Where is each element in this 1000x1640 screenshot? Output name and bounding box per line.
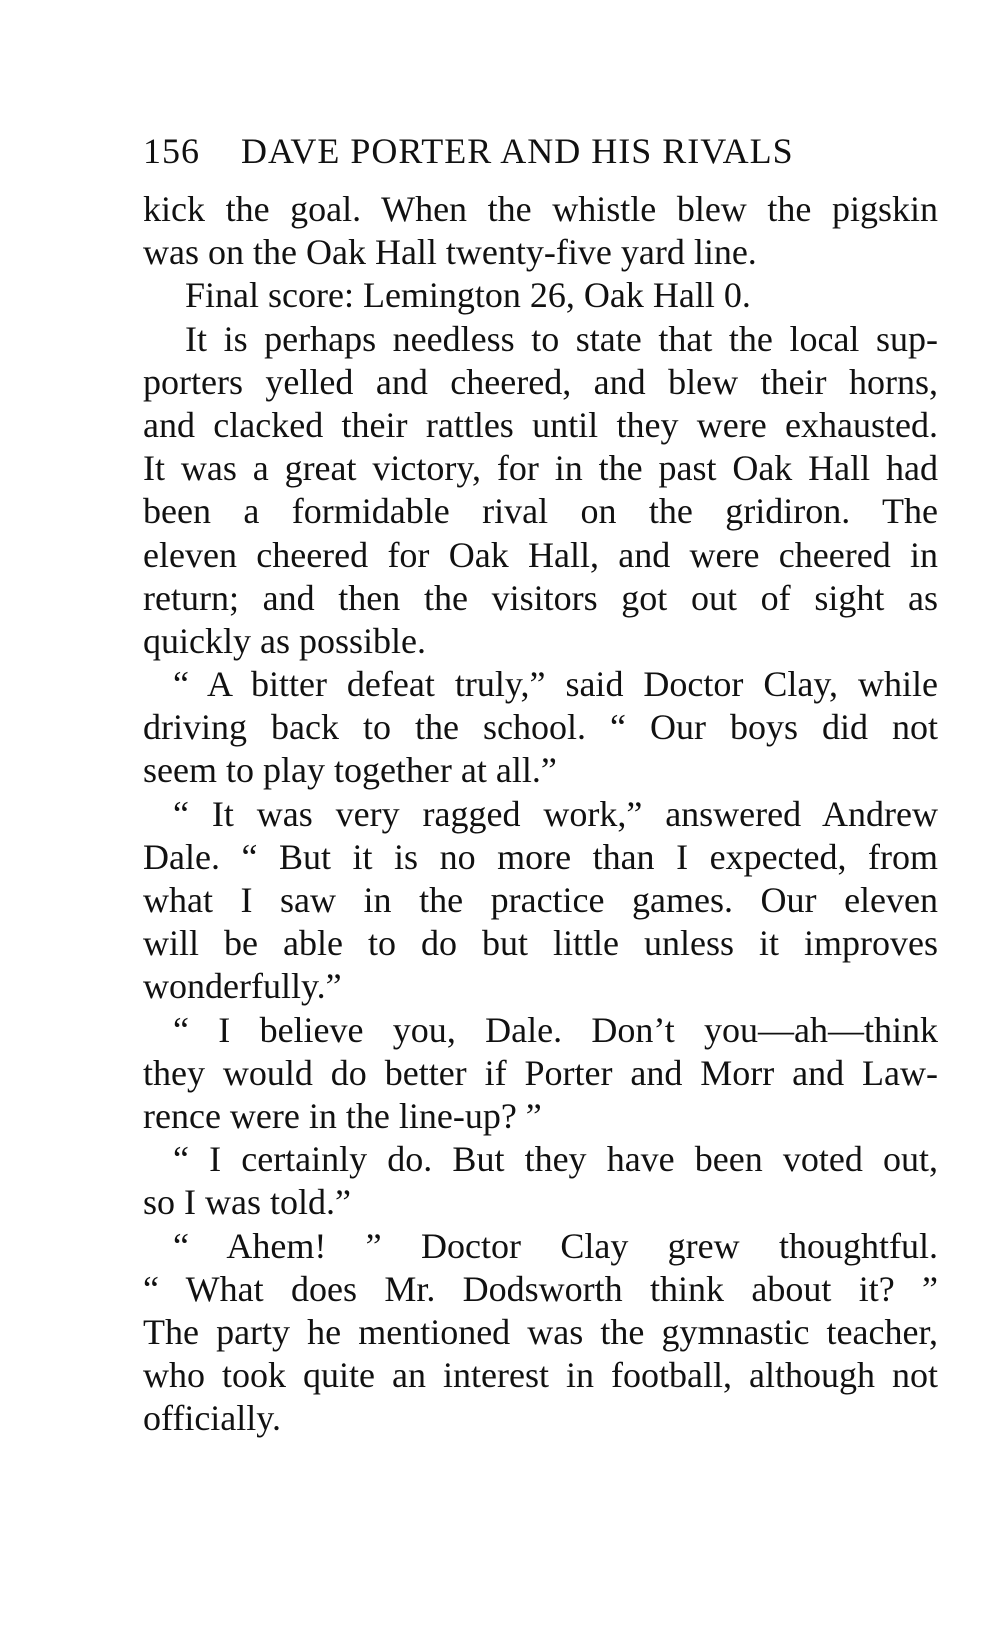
text-line: officially. <box>143 1398 281 1439</box>
text-line: wonderfully.” <box>143 966 342 1007</box>
page-number: 156 <box>143 131 200 171</box>
text-line: they would do better if Porter and Morr and Law- <box>143 1052 938 1093</box>
body-text <box>143 188 938 1440</box>
text-line: Final score: Lemington 26, Oak Hall 0. <box>185 275 751 316</box>
text-line: and clacked their rattles until they were exhausted. <box>143 404 938 445</box>
text-line: It is perhaps needless to state that the local sup- <box>185 318 938 359</box>
text-line: “ What does Mr. Dodsworth think about it? ” <box>143 1268 938 1309</box>
text-line: rence were in the line-up? ” <box>143 1095 542 1136</box>
book-title: DAVE PORTER AND HIS RIVALS <box>241 131 794 171</box>
text-line: eleven cheered for Oak Hall, and were cheered in <box>143 534 938 575</box>
text-line: what I saw in the practice games. Our eleven <box>143 880 938 920</box>
text-line: “ It was very ragged work,” answered Andrew <box>173 793 938 834</box>
text-line: “ Ahem! ” Doctor Clay grew thoughtful. <box>173 1225 938 1266</box>
text-line: “ A bitter defeat truly,” said Doctor Clay, while <box>173 664 938 705</box>
text-line: quickly as possible. <box>143 620 426 661</box>
text-line: so I was told.” <box>143 1182 351 1223</box>
running-head <box>143 126 943 176</box>
text-line: seem to play together at all.” <box>143 750 557 791</box>
text-line: return; and then the visitors got out of sight as <box>143 577 938 618</box>
text-line: kick the goal. When the whistle blew the pigskin <box>143 189 938 229</box>
text-line: driving back to the school. “ Our boys did not <box>143 707 938 748</box>
text-line: will be able to do but little unless it improves <box>143 923 938 964</box>
text-line: Dale. “ But it is no more than I expected, from <box>143 836 938 877</box>
text-line: porters yelled and cheered, and blew their horns, <box>143 361 938 402</box>
text-line: was on the Oak Hall twenty-five yard line. <box>143 232 757 273</box>
text-line: who took quite an interest in football, although not <box>143 1355 938 1396</box>
text-line: It was a great victory, for in the past Oak Hall had <box>143 448 938 489</box>
text-line: “ I certainly do. But they have been voted out, <box>173 1139 938 1180</box>
text-line: been a formidable rival on the gridiron. The <box>143 491 938 532</box>
text-line: The party he mentioned was the gymnastic teacher, <box>143 1311 938 1352</box>
text-line: “ I believe you, Dale. Don’t you—ah—think <box>173 1009 938 1050</box>
